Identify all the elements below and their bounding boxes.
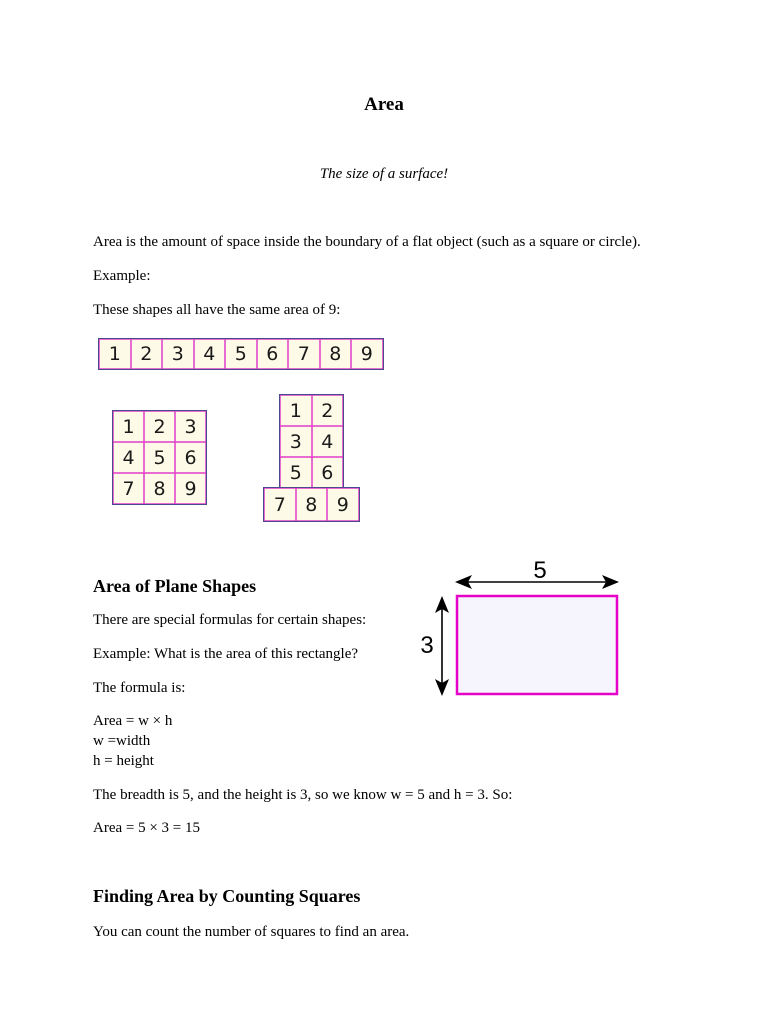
grid-cell: 3 [162,339,194,369]
grid-cell: 4 [194,339,226,369]
grid-cell: 7 [288,339,320,369]
grid-cell: 7 [264,488,296,521]
grid-cell: 9 [351,339,383,369]
example-label: Example: [93,268,151,284]
grid-cell: 6 [257,339,289,369]
shapes-text: These shapes all have the same area of 9: [93,302,341,318]
grid-cell: 5 [144,442,175,473]
grid-cell: 1 [99,339,131,369]
grid-cell: 6 [175,442,206,473]
grid-cell: 4 [312,426,344,457]
grid-cell: 9 [327,488,359,521]
page-title: Area [364,94,404,115]
counting-heading: Finding Area by Counting Squares [93,886,361,906]
formula-line-area: Area = w × h [93,713,173,729]
grid-cell: 9 [175,473,206,504]
grid-cell: 1 [113,411,144,442]
page-subtitle: The size of a surface! [319,166,449,182]
grid-cell: 3 [280,426,312,457]
grid-cell: 2 [312,395,344,426]
grid-cell: 5 [280,457,312,488]
grid-cell: 5 [225,339,257,369]
grid-cell: 6 [312,457,344,488]
grid-cell: 2 [144,411,175,442]
grid-cell: 8 [296,488,328,521]
grid-cell: 3 [175,411,206,442]
shape-t-base [263,487,360,522]
plane-shapes-heading: Area of Plane Shapes [93,576,257,596]
grid-cell: 4 [113,442,144,473]
definition-text: Area is the amount of space inside the boundary of a flat object (such as a square or circle). [93,234,641,250]
formula-line-height: h = height [93,753,154,769]
grid-cell: 8 [144,473,175,504]
grid-cell: 2 [131,339,163,369]
formula-line-width: w =width [93,733,151,749]
example-question: Example: What is the area of this rectangle? [93,646,359,662]
rectangle-diagram [410,555,635,705]
grid-cell: 1 [280,395,312,426]
formula-label: The formula is: [93,680,186,696]
rectangle-shape [457,596,617,694]
width-label: 5 [533,557,547,584]
grid-cell: 7 [113,473,144,504]
shape-row-of-nine [98,338,384,370]
grid-cell: 8 [320,339,352,369]
explanation-text: The breadth is 5, and the height is 3, so we know w = 5 and h = 3. So: [93,787,513,803]
counting-text: You can count the number of squares to find an area. [93,924,410,940]
shape-square-grid [112,410,207,505]
result-text: Area = 5 × 3 = 15 [93,820,201,836]
height-label: 3 [420,632,434,659]
shape-t-column [279,394,344,489]
formulas-text: There are special formulas for certain shapes: [93,612,367,628]
